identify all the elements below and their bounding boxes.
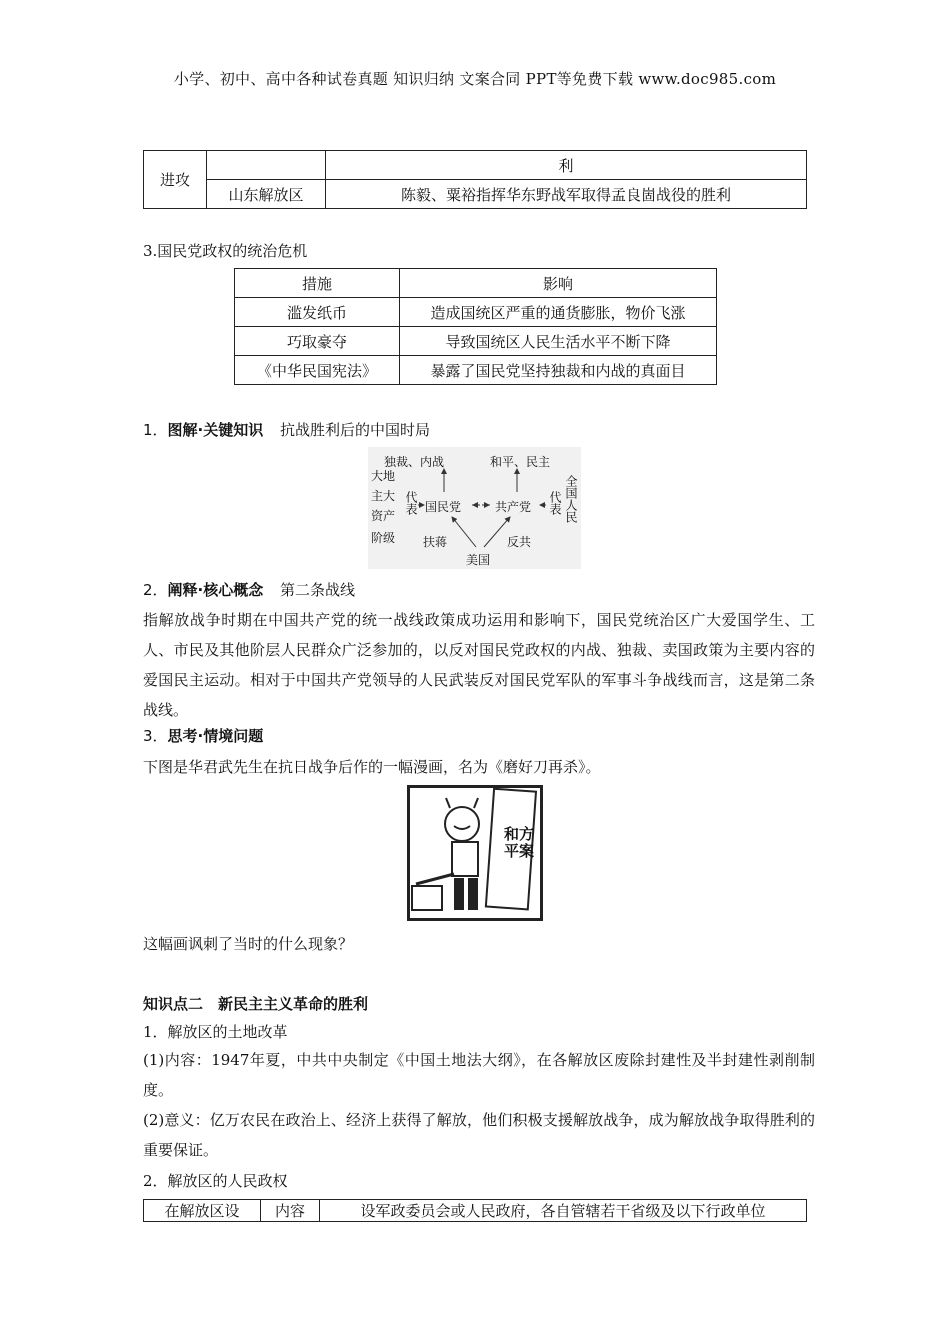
item1-heading: 1．图解·关键知识 抗战胜利后的中国时局 [143,421,431,439]
regime-table [143,1199,807,1222]
landlord-class-line3: 资产 [371,509,396,523]
land-reform-content: (1)内容：1947年夏，中共中央制定《中国土地法大纲》，在各解放区废除封建性及半封建性剥削制度。 [143,1051,815,1099]
kmt-node: 国民党 [425,500,462,514]
row2-text-cell: 陈毅、粟裕指挥华东野战军取得孟良崮战役的胜利 [326,180,807,209]
item2-title: 第二条战线 [280,581,356,599]
attack-cell: 进攻 [144,151,207,209]
region-cell: 山东解放区 [207,180,326,209]
cpc-node: 共产党 [495,500,532,514]
landlord-class-line4: 阶级 [371,531,396,545]
anti-communist: 反共 [507,535,532,549]
people-regime-title: 2．解放区的人民政权 [143,1172,288,1190]
measure-cell: 巧取豪夺 [235,327,400,356]
cartoon-image [407,785,543,921]
crisis-table [234,268,717,385]
second-front-definition: 指解放战争时期在中国共产党的统一战线政策成功运用和影响下，国民党统治区广大爱国学生、工人、市民及其他阶层人民群众广泛参加的，以反对国民党政权的内战、独裁、卖国政策为主要内容的爱国民主运动。相对于中国共产党领导的人民武装反对国民党军队的军事斗争战线而言，这是第二条战线。 [143,611,815,719]
impact-cell: 导致国统区人民生活水平不断下降 [400,327,717,356]
land-reform-title: 1．解放区的土地改革 [143,1023,288,1041]
dictatorship-civil-war: 独裁、内战 [384,455,445,469]
section3-title: 3.国民党政权的统治危机 [143,242,308,260]
represent-left: 代表 [404,491,418,515]
header-measure: 措施 [235,269,400,298]
item2-label: 阐释·核心概念 [167,581,264,599]
land-reform-meaning: (2)意义：亿万农民在政治上、经济上获得了解放，他们积极支援解放战争，成为解放战争取得胜利的重要保证。 [143,1111,815,1159]
landlord-class-line2: 主大 [371,489,396,503]
landlord-class-line1: 大地 [371,469,396,483]
cartoon-intro: 下图是华君武先生在抗日战争后作的一幅漫画，名为《磨好刀再杀》。 [143,758,601,776]
regime-cell-2: 内容 [261,1200,320,1222]
header-impact: 影响 [400,269,717,298]
measure-cell: 《中华民国宪法》 [235,356,400,385]
measure-cell: 滥发纸币 [235,298,400,327]
row1-text-cell: 利 [326,151,807,180]
support-chiang: 扶蒋 [423,535,448,549]
liberation-war-table [143,150,807,209]
cartoon-question: 这幅画讽刺了当时的什么现象？ [143,935,354,953]
cartoon-sign-line2: 平案 [504,842,535,860]
item1-label: 图解·关键知识 [167,421,264,439]
usa-node: 美国 [466,553,491,567]
all-people: 全国人民 [564,475,578,523]
item3-heading: 3．思考·情境问题 [143,727,264,745]
item3-label: 思考·情境问题 [167,727,264,745]
item1-title: 抗战胜利后的中国时局 [280,421,431,439]
page-header: 小学、初中、高中各种试卷真题 知识归纳 文案合同 PPT等免费下载 www.doc985.com [173,70,777,88]
regime-cell-3: 设军政委员会或人民政府，各自管辖若干省级及以下行政单位 [320,1200,807,1222]
represent-right: 代表 [548,491,562,515]
impact-cell: 造成国统区严重的通货膨胀，物价飞涨 [400,298,717,327]
knowledge-point-2-title: 知识点二 新民主主义革命的胜利 [143,995,369,1013]
item2-heading: 2．阐释·核心概念 第二条战线 [143,581,356,599]
empty-region-cell [207,151,326,180]
peace-democracy: 和平、民主 [490,455,551,469]
regime-cell-1: 在解放区设 [144,1200,261,1222]
cartoon-sign-line1: 和方 [504,825,535,843]
situation-diagram [368,447,581,569]
impact-cell: 暴露了国民党坚持独裁和内战的真面目 [400,356,717,385]
